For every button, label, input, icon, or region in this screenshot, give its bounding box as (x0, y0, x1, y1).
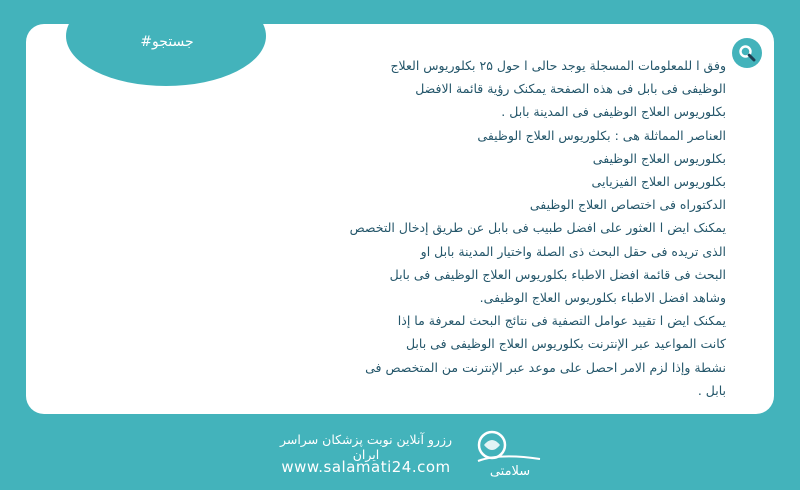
text-line: یمکنک ایض ا تقیید عوامل التصفیة فی نتائج البحث لمعرفة ما إذا (397, 313, 726, 329)
content-card (26, 24, 774, 414)
text-line: کانت المواعید عبر الإنترنت بکلوریوس العلاج الوظیفی فی بابل (405, 336, 726, 352)
logo-text: سلامتی (489, 464, 531, 479)
text-line: بکلوریوس العلاج الفیزیایی (591, 174, 726, 190)
text-line: یمکنک ایض ا العثور علی افضل طبیب فی بابل عن طریق إدخال التخصص (349, 220, 726, 236)
description-text (286, 54, 726, 402)
footer-url-link[interactable]: www.salamati24.com (281, 458, 451, 476)
text-line: الدکتوراه فی اختصاص العلاج الوظیفی (529, 197, 726, 213)
text-line: الوظیفی فی بابل فی هذه الصفحة یمکنک رؤیة قائمة الافضل (415, 81, 726, 97)
text-line: وفق ا للمعلومات المسجلة يوجد حالی ا حول ۲۵ بکلوریوس العلاج (390, 58, 726, 73)
text-line: نشطة وإذا لزم الامر احصل علی موعد عبر الإنترنت من المتخصص فی (365, 359, 726, 375)
salamati-logo[interactable] (470, 425, 546, 481)
text-line: الذی ترید‌ه فی حقل البحث ذی الصلة واختیار المدینة بابل او (420, 243, 726, 259)
text-line: وشاهد افضل الاطباء بکلوریوس العلاج الوظیفی. (479, 290, 726, 306)
text-line: العناصر المماثلة هی : بکلوریوس العلاج الوظیفی (477, 127, 726, 143)
text-line: بابل . (697, 382, 726, 398)
text-line: بکلوریوس العلاج الوظیفی فی المدینة بابل . (501, 104, 726, 120)
hashtag-label[interactable]: #جستجو (140, 34, 194, 50)
text-line: البحث فی قائمة افضل الاطباء بکلوریوس العلاج الوظیفی فی بابل (389, 266, 726, 282)
footer-tagline: رزرو آنلاین نوبت پزشکان سراسر ایران (279, 432, 453, 462)
search-icon[interactable] (732, 38, 762, 68)
text-line: بکلوریوس العلاج الوظیفی (592, 150, 726, 166)
